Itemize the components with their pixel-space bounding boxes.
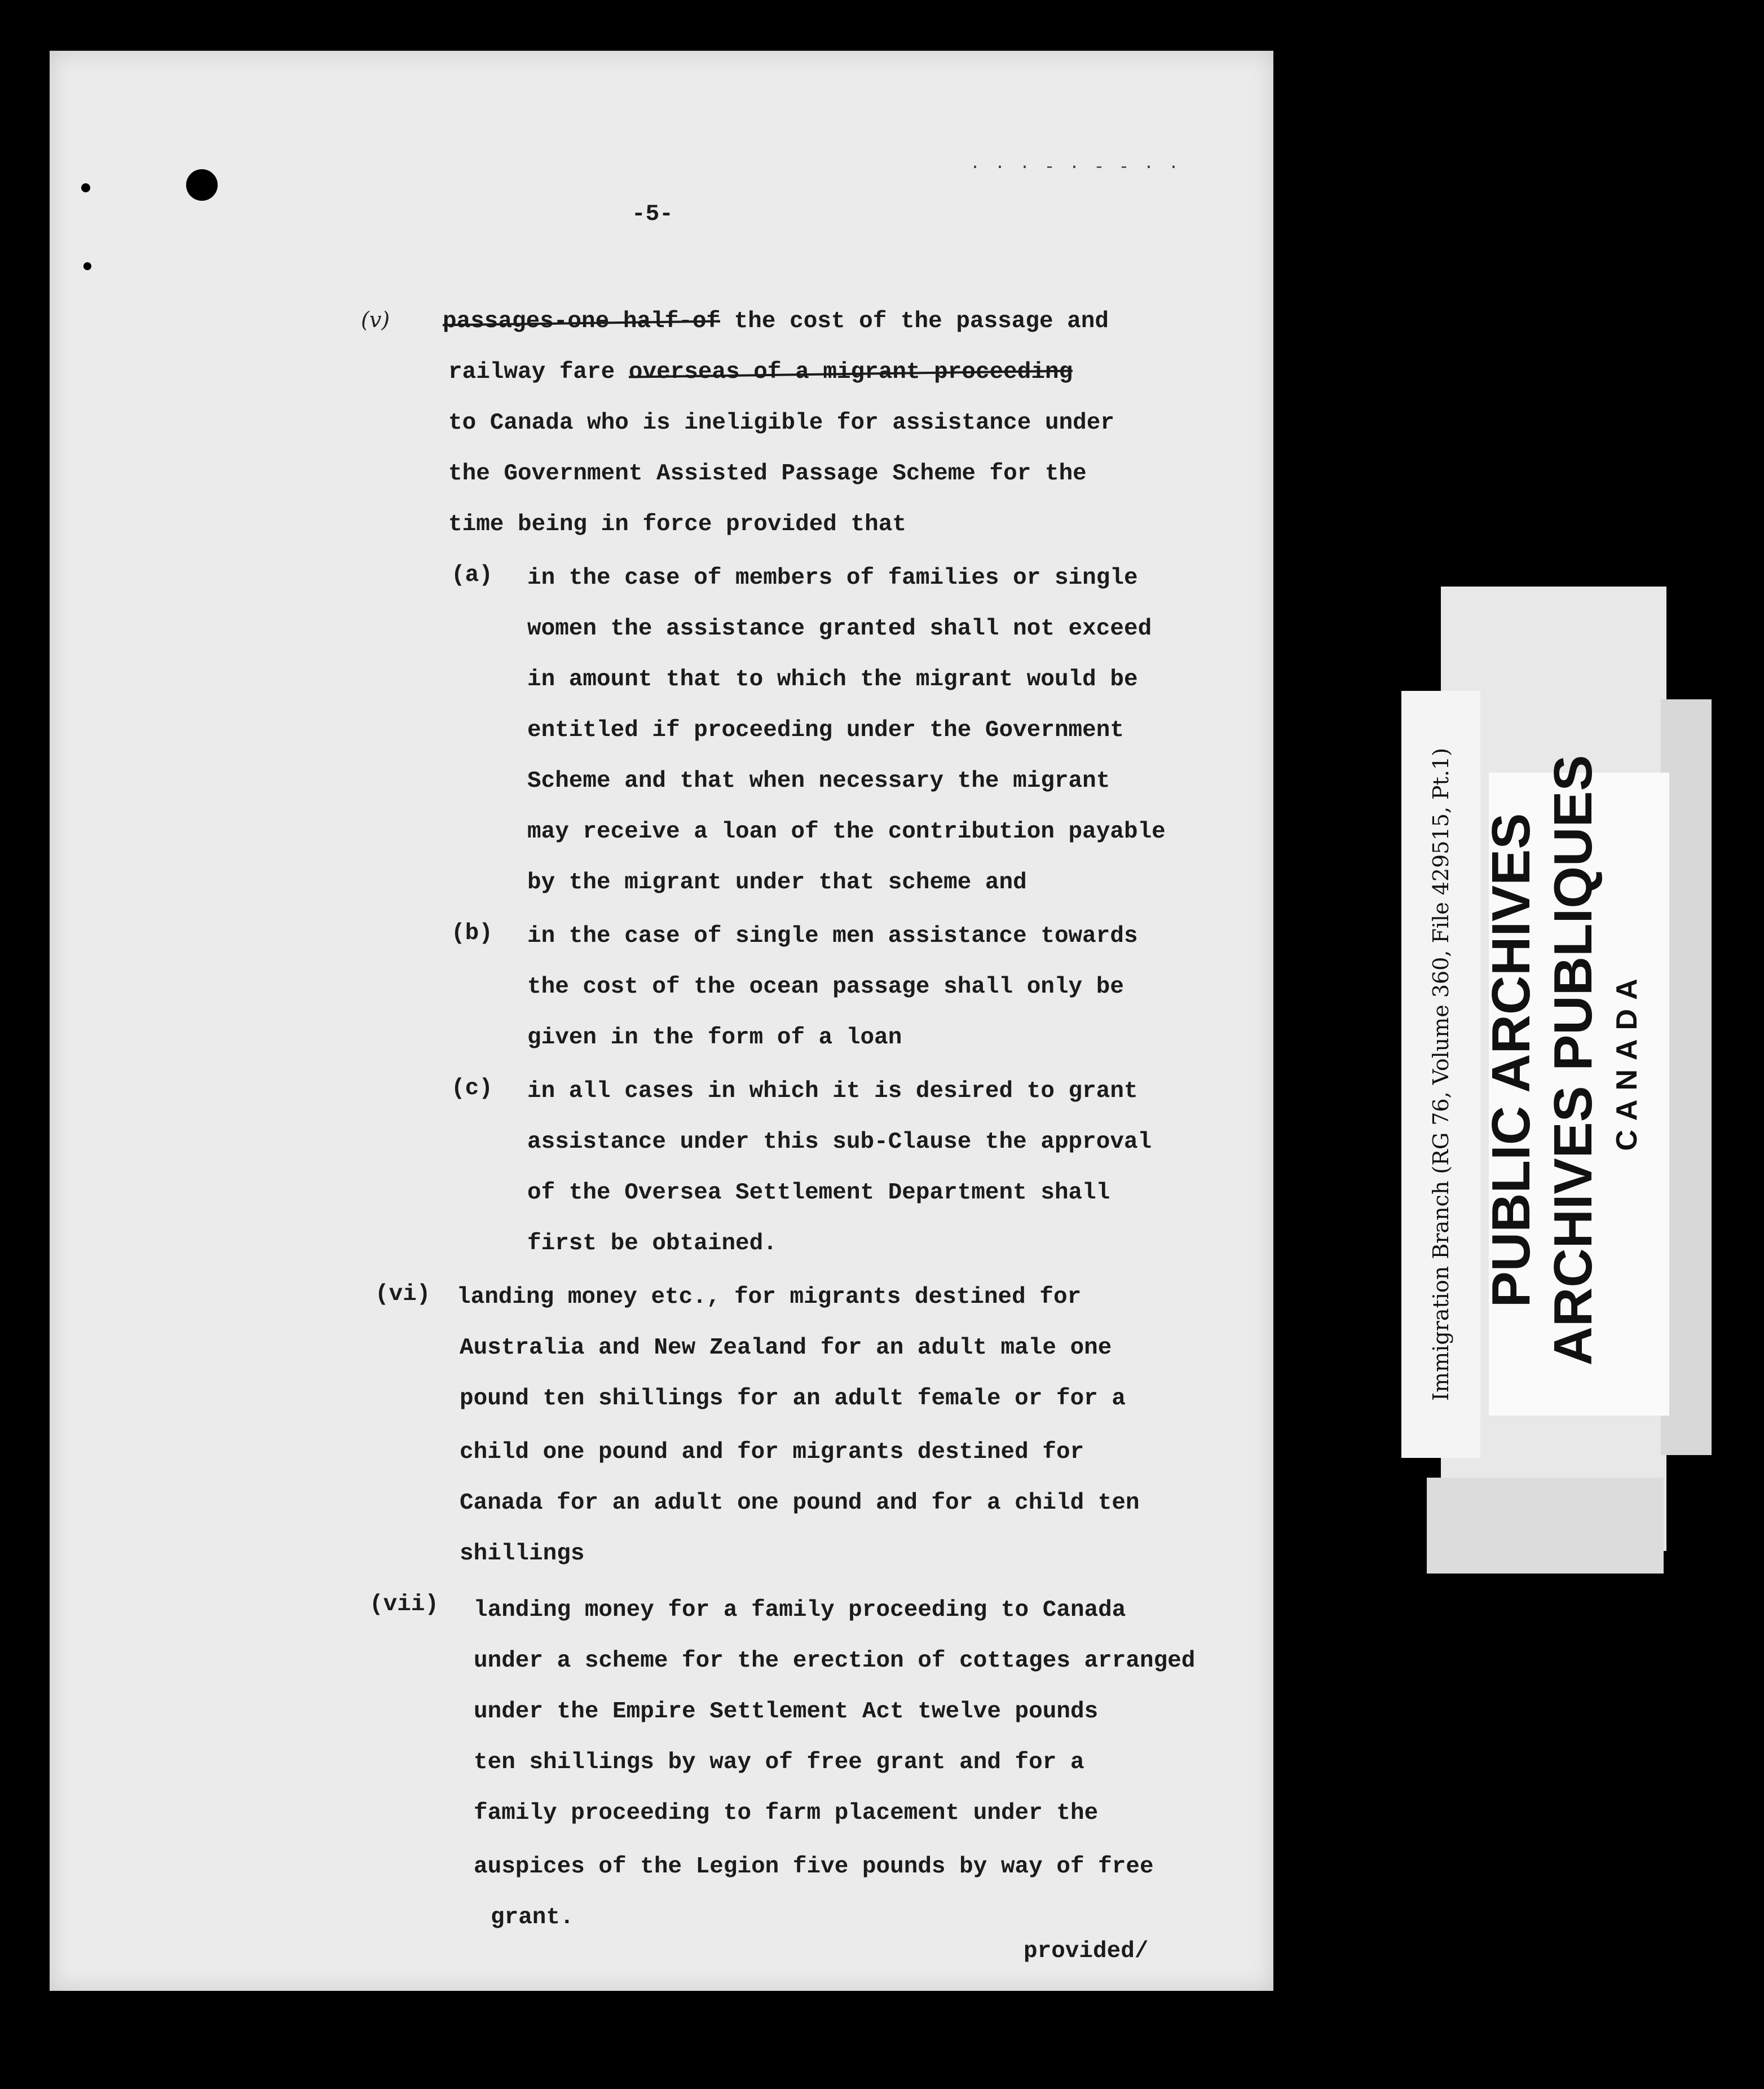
subclause-b-line: the cost of the ocean passage shall only be xyxy=(527,974,1124,1000)
subclause-b-line: given in the form of a loan xyxy=(527,1025,902,1051)
section-v-line-4: the Government Assisted Passage Scheme for the xyxy=(448,461,1087,487)
section-vii-line: ten shillings by way of free grant and for a xyxy=(474,1749,1084,1775)
struck-text: passages-one half-of xyxy=(443,308,721,334)
subclause-b-label: (b) xyxy=(451,920,493,946)
section-vii-line: grant. xyxy=(491,1905,574,1931)
section-v-line-1 xyxy=(443,310,1109,333)
section-vii-line: family proceeding to farm placement under the xyxy=(474,1800,1099,1826)
section-vi-line: pound ten shillings for an adult female or for a xyxy=(460,1386,1126,1412)
top-edge-marks: · · · - · - - · · xyxy=(970,158,1181,177)
text-run xyxy=(615,359,629,385)
hand-annotation-v: (v) xyxy=(361,307,390,332)
section-vii-line: landing money for a family proceeding to Canada xyxy=(474,1597,1126,1623)
struck-text: overseas of a migrant proceeding xyxy=(628,359,1073,385)
subclause-c-line: of the Oversea Settlement Department shall xyxy=(527,1180,1110,1206)
section-vi-line: child one pound and for migrants destined for xyxy=(460,1439,1084,1465)
section-vi-line: shillings xyxy=(460,1541,585,1567)
section-vii-line: under the Empire Settlement Act twelve pounds xyxy=(474,1699,1099,1725)
subclause-c-label: (c) xyxy=(451,1076,493,1101)
stamp-bottom-strip xyxy=(1427,1478,1664,1574)
subclause-a-line: by the migrant under that scheme and xyxy=(527,870,1027,896)
section-vi-label: (vi) xyxy=(375,1281,431,1307)
subclause-a-line: in the case of members of families or single xyxy=(527,565,1138,591)
punch-hole-small xyxy=(83,262,91,270)
page-number: -5- xyxy=(632,201,673,227)
subclause-a-line: Scheme and that when necessary the migrant xyxy=(527,768,1110,794)
subclause-a-line: in amount that to which the migrant would be xyxy=(527,667,1138,693)
subclause-a-line: may receive a loan of the contribution payable xyxy=(527,819,1166,845)
punch-hole-small xyxy=(81,183,90,192)
subclause-c-line: first be obtained. xyxy=(527,1231,777,1257)
section-vii-label: (vii) xyxy=(369,1592,439,1618)
section-v-line-2 xyxy=(448,361,1073,384)
section-vi-line: Australia and New Zealand for an adult male one xyxy=(460,1335,1112,1361)
subclause-c-line: assistance under this sub-Clause the approval xyxy=(527,1129,1152,1155)
subclause-a-line: entitled if proceeding under the Government xyxy=(527,717,1124,743)
section-vi-line: Canada for an adult one pound and for a child ten xyxy=(460,1490,1140,1516)
section-vii-line: under a scheme for the erection of cottages arranged xyxy=(474,1648,1196,1674)
catchword: provided/ xyxy=(1024,1938,1149,1964)
text-run: the cost of the passage and xyxy=(734,308,1109,334)
stamp-line-archives-publiques: ARCHIVES PUBLIQUES xyxy=(1543,755,1603,1366)
archive-reference-text: Immigration Branch (RG 76, Volume 360, File 429515, Pt.1) xyxy=(1428,748,1453,1401)
subclause-c-line: in all cases in which it is desired to grant xyxy=(527,1078,1138,1104)
subclause-b-line: in the case of single men assistance towards xyxy=(527,923,1138,949)
subclause-a-line: women the assistance granted shall not exceed xyxy=(527,616,1152,642)
stamp-line-public-archives: PUBLIC ARCHIVES xyxy=(1481,813,1541,1308)
stamp-line-canada: CANADA xyxy=(1611,969,1643,1151)
section-vi-line: landing money etc., for migrants destined for xyxy=(457,1284,1082,1310)
text-run xyxy=(720,308,734,334)
section-v-line-3: to Canada who is ineligible for assistance under xyxy=(448,410,1114,436)
text-run: railway fare xyxy=(448,359,615,385)
section-vii-line: auspices of the Legion five pounds by way of free xyxy=(474,1854,1154,1880)
subclause-a-label: (a) xyxy=(451,562,493,588)
punch-hole-large xyxy=(186,169,218,201)
section-v-line-5: time being in force provided that xyxy=(448,512,906,537)
